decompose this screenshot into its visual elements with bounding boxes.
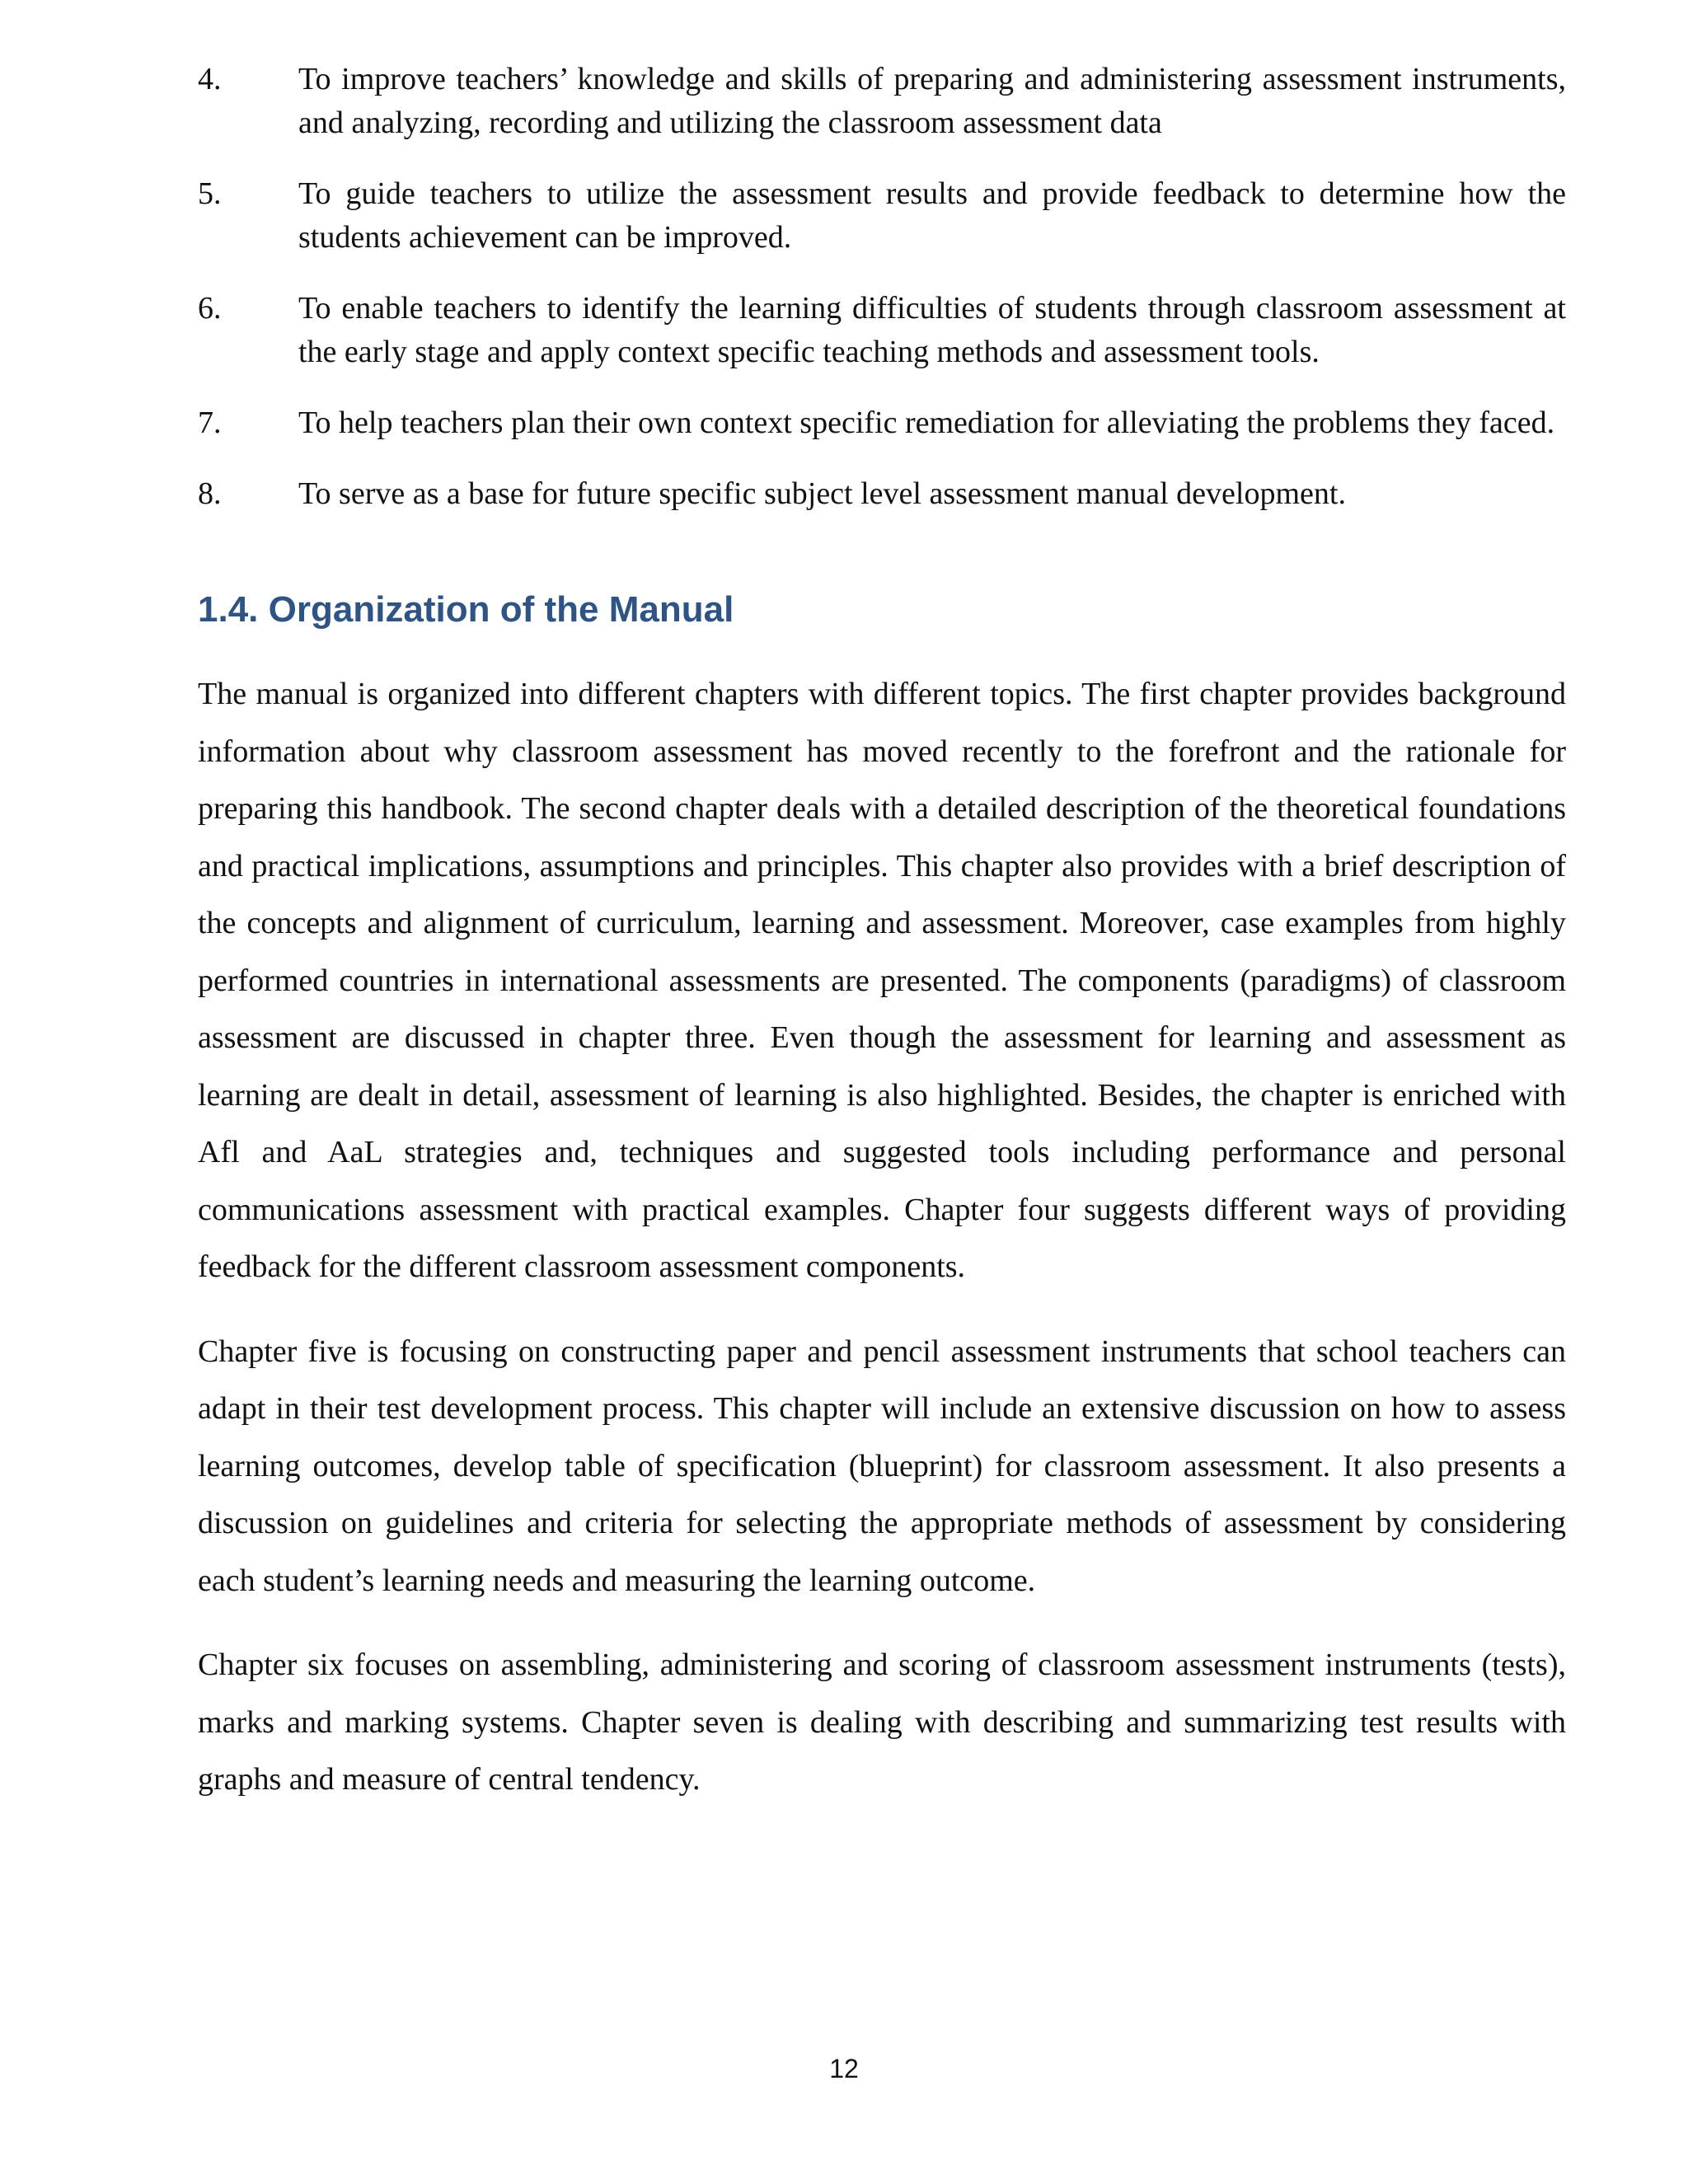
list-item-text: To enable teachers to identify the learning difficulties of students through classroom assessment at the early stage and apply context specific teaching methods and assessment tools. [298, 291, 1566, 369]
list-item [198, 287, 1566, 374]
list-item-text: To guide teachers to utilize the assessment results and provide feedback to determine how the students achievement can be improved. [298, 176, 1566, 255]
list-item [198, 401, 1566, 445]
list-item-number: 8. [198, 476, 222, 511]
list-item-number: 4. [198, 62, 222, 96]
list-item [198, 472, 1566, 516]
list-item [198, 172, 1566, 260]
list-item [198, 58, 1566, 145]
objectives-list [198, 58, 1566, 516]
list-item-number: 5. [198, 176, 222, 211]
list-item-number: 7. [198, 405, 222, 440]
paragraph-organization: The manual is organized into different chapters with different topics. The first chapter provides background information about why classroom assessment has moved recently to the forefront and the rationale for preparing this handbook. The second chapter deals with a detailed description of the theoretical foundations and practical implications, assumptions and principles. This chapter also provides with a brief description of the concepts and alignment of curriculum, learning and assessment. Moreover, case examples from highly performed countries in international assessments are presented. The components (paradigms) of classroom assessment are discussed in chapter three. Even though the assessment for learning and assessment as learning are dealt in detail, assessment of learning is also highlighted. Besides, the chapter is enriched with Afl and AaL strategies and, techniques and suggested tools including performance and personal communications assessment with practical examples. Chapter four suggests different ways of providing feedback for the different classroom assessment components. [198, 677, 1566, 1284]
paragraph-chapter-five: Chapter five is focusing on constructing paper and pencil assessment instruments that school teachers can adapt in their test development process. This chapter will include an extensive discussion on how to assess learning outcomes, develop table of specification (blueprint) for classroom assessment. It also presents a discussion on guidelines and criteria for selecting the appropriate methods of assessment by considering each student’s learning needs and measuring the learning outcome. [198, 1333, 1566, 1598]
page-number: 12 [829, 2054, 859, 2083]
list-item-number: 6. [198, 291, 222, 326]
list-item-text: To improve teachers’ knowledge and skills of preparing and administering assessment instruments, and analyzing, recording and utilizing the classroom assessment data [298, 62, 1566, 140]
list-item-text: To help teachers plan their own context specific remediation for alleviating the problems they faced. [298, 405, 1555, 440]
document-page [198, 58, 1566, 1836]
section-heading: 1.4. Organization of the Manual [198, 589, 734, 630]
list-item-text: To serve as a base for future specific subject level assessment manual development. [298, 476, 1346, 511]
paragraph-chapter-six: Chapter six focuses on assembling, administering and scoring of classroom assessment instruments (tests), marks and marking systems. Chapter seven is dealing with describing and summarizing test results with graphs and measure of central tendency. [198, 1647, 1566, 1797]
